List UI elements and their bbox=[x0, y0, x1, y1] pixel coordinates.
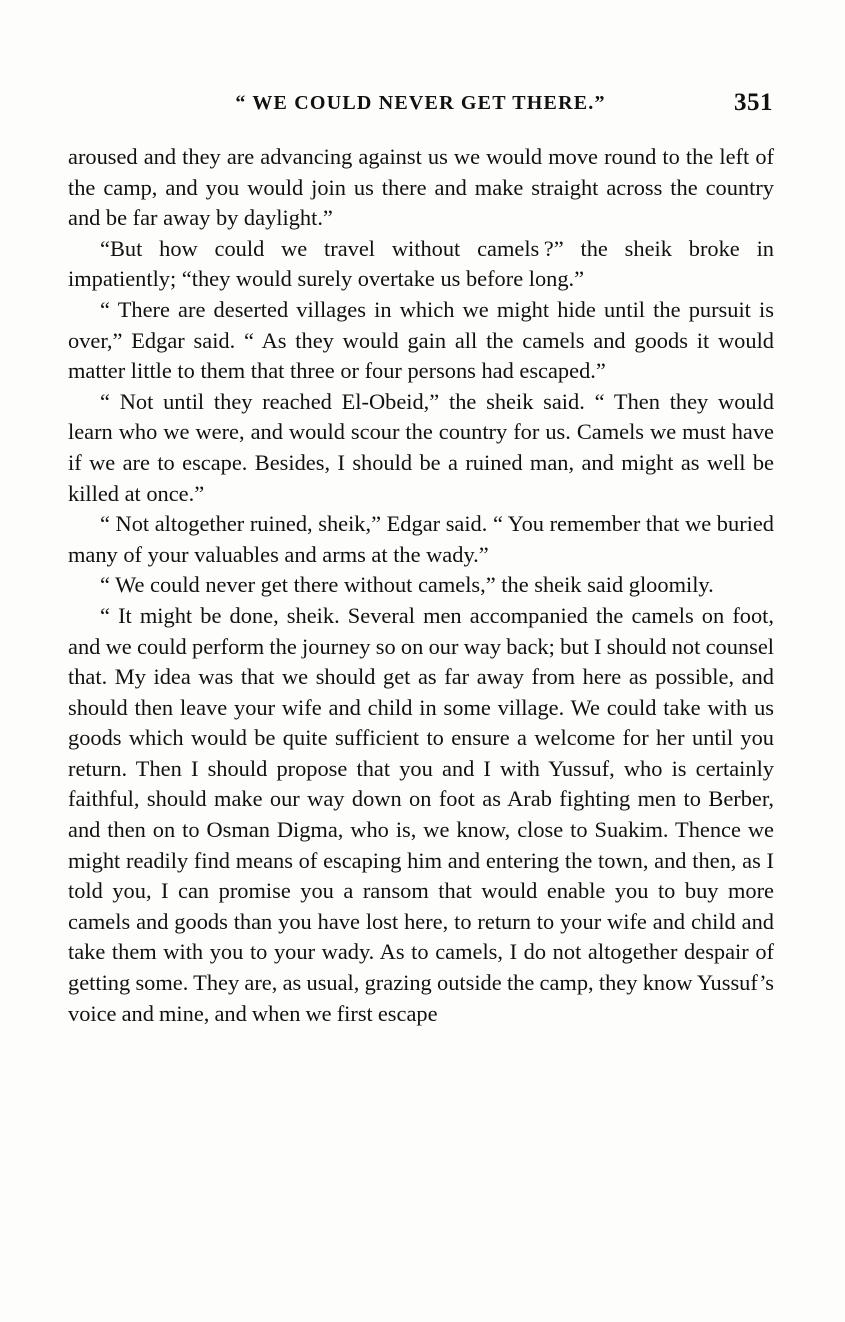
paragraph: “ There are deserted villages in which we might hide until the pursuit is over,” Edgar said. “ As they would gain all the camels and goods it would matter little to them that three or four persons had escaped.” bbox=[68, 296, 774, 384]
paragraph: “ Not until they reached El-Obeid,” the sheik said. “ Then they would learn who we were, and would scour the country for us. Camels we must have if we are to escape. Besides, I should be a ruined man, and might as well be killed at once.” bbox=[68, 388, 774, 506]
paragraph: “ Not altogether ruined, sheik,” Edgar said. “ You remember that we buried many of your valuables and arms at the wady.” bbox=[68, 511, 775, 567]
paragraph: “ It might be done, sheik. Several men accompanied the camels on foot, and we could perform the journey so on our way back; but I should not counsel that. My idea was that we should get as far away from here as possible, and should then leave your wife and child in some village. We could take with us goods which would be quite sufficient to ensure a welcome for her until you return. Then I should propose that you and I with Yussuf, who is certainly faithful, should make our way down on foot as Arab fighting men to Berber, and then on to Osman Digma, who is, we know, close to Suakim. Thence we might readily find means of escaping him and entering the town, and then, as I told you, I can promise you a ransom that would enable you to buy more camels and goods than you have lost here, to return to your wife and child and take them with you to your wady. As to camels, I do not altogether despair of getting some. They are, as usual, grazing outside the camp, they know Yussuf’s voice and mine, and when we first escape bbox=[68, 602, 774, 1026]
page-number: 351 bbox=[734, 89, 773, 116]
paragraph: “ We could never get there without camels,” the sheik said gloomily. bbox=[100, 572, 714, 598]
paragraph: aroused and they are advancing against us we would move round to the left of the camp, and you would join us there and make straight across the country and be far away by daylight.” bbox=[68, 144, 774, 231]
running-head: “ WE COULD NEVER GET THERE.” bbox=[235, 92, 606, 114]
page-header bbox=[68, 89, 773, 122]
paragraph: “But how could we travel without camels ?” the sheik broke in impatiently; “they would surely overtake us before long.” bbox=[68, 235, 774, 292]
body-text bbox=[68, 142, 774, 1029]
